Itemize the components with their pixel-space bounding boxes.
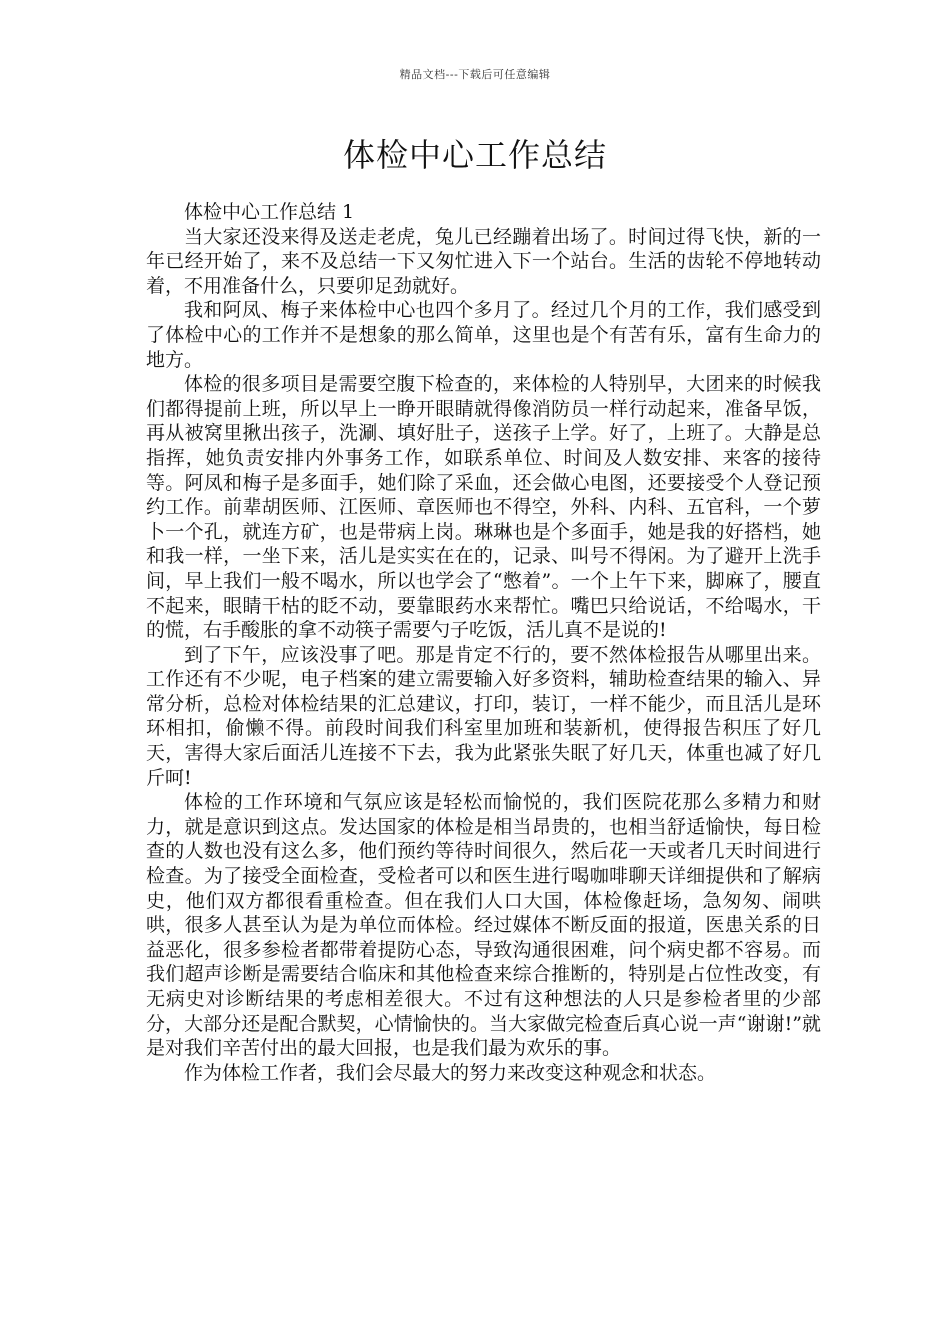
body-paragraph: 体检中心工作总结 1	[184, 201, 355, 223]
body-paragraph: 体检的很多项目是需要空腹下检查的，来体检的人特别早，大团来的时候我们都得提前上班，所以早上一睁开眼睛就得像消防员一样行动起来，准备早饭，再从被窝里揪出孩子，洗涮、填好肚子，送孩子上学。好了，上班了。大静是总指挥，她负责安排内外事务工作，如联系单位、时间及人数安排、来客的接待等。阿凤和梅子是多面手，她们除了采血，还会做心电图，还要接受个人登记预约工作。前辈胡医师、江医师、章医师也不得空，外科、内科、五官科，一个萝卜一个孔，就连方矿，也是带病上岗。琳琳也是个多面手，她是我的好搭档，她和我一样，一坐下来，活儿是实实在在的，记录、叫号不得闲。为了避开上洗手间，早上我们一般不喝水，所以也学会了“憋着”。一个上午下来，脚麻了，腰直不起来，眼睛干枯的眨不动，要靠眼药水来帮忙。嘴巴只给说话，不给喝水，干的慌，右手酸胀的拿不动筷子需要勺子吃饭，活儿真不是说的!	[146, 373, 821, 642]
document-body	[146, 200, 821, 1085]
body-paragraph: 作为体检工作者，我们会尽最大的努力来改变这种观念和状态。	[184, 1061, 717, 1084]
body-paragraph: 我和阿凤、梅子来体检中心也四个多月了。经过几个月的工作，我们感受到了体检中心的工作并不是想象的那么简单，这里也是个有苦有乐，富有生命力的地方。	[146, 299, 821, 371]
body-paragraph: 到了下午，应该没事了吧。那是肯定不行的，要不然体检报告从哪里出来。工作还有不少呢，电子档案的建立需要输入好多资料，辅助检查结果的输入、异常分析，总检对体检结果的汇总建议，打印，装订，一样不能少，而且活儿是环环相扣，偷懒不得。前段时间我们科室里加班和装新机，使得报告积压了好几天，害得大家后面活儿连接不下去，我为此紧张失眠了好几天，体重也减了好几斤呵!	[146, 643, 821, 789]
page-header-note: 精品文档---下载后可任意编辑	[399, 68, 551, 81]
body-paragraph: 当大家还没来得及送走老虎，兔儿已经蹦着出场了。时间过得飞快，新的一年已经开始了，来不及总结一下又匆忙进入下一个站台。生活的齿轮不停地转动着，不用准备什么，只要卯足劲就好。	[146, 225, 821, 297]
document-title: 体检中心工作总结	[342, 136, 607, 174]
body-paragraph: 体检的工作环境和气氛应该是轻松而愉悦的，我们医院花那么多精力和财力，就是意识到这点。发达国家的体检是相当昂贵的，也相当舒适愉快，每日检查的人数也没有这么多，他们预约等待时间很久，然后花一天或者几天时间进行检查。为了接受全面检查，受检者可以和医生进行喝咖啡聊天详细提供和了解病史，他们双方都很看重检查。但在我们人口大国，体检像赶场，急匆匆、闹哄哄，很多人甚至认为是为单位而体检。经过媒体不断反面的报道，医患关系的日益恶化，很多参检者都带着提防心态，导致沟通很困难，问个病史都不容易。而我们超声诊断是需要结合临床和其他检查来综合推断的，特别是占位性改变，有无病史对诊断结果的考虑相差很大。不过有这种想法的人只是参检者里的少部分，大部分还是配合默契，心情愉快的。当大家做完检查后真心说一声“谢谢!”就是对我们辛苦付出的最大回报，也是我们最为欢乐的事。	[146, 791, 821, 1060]
